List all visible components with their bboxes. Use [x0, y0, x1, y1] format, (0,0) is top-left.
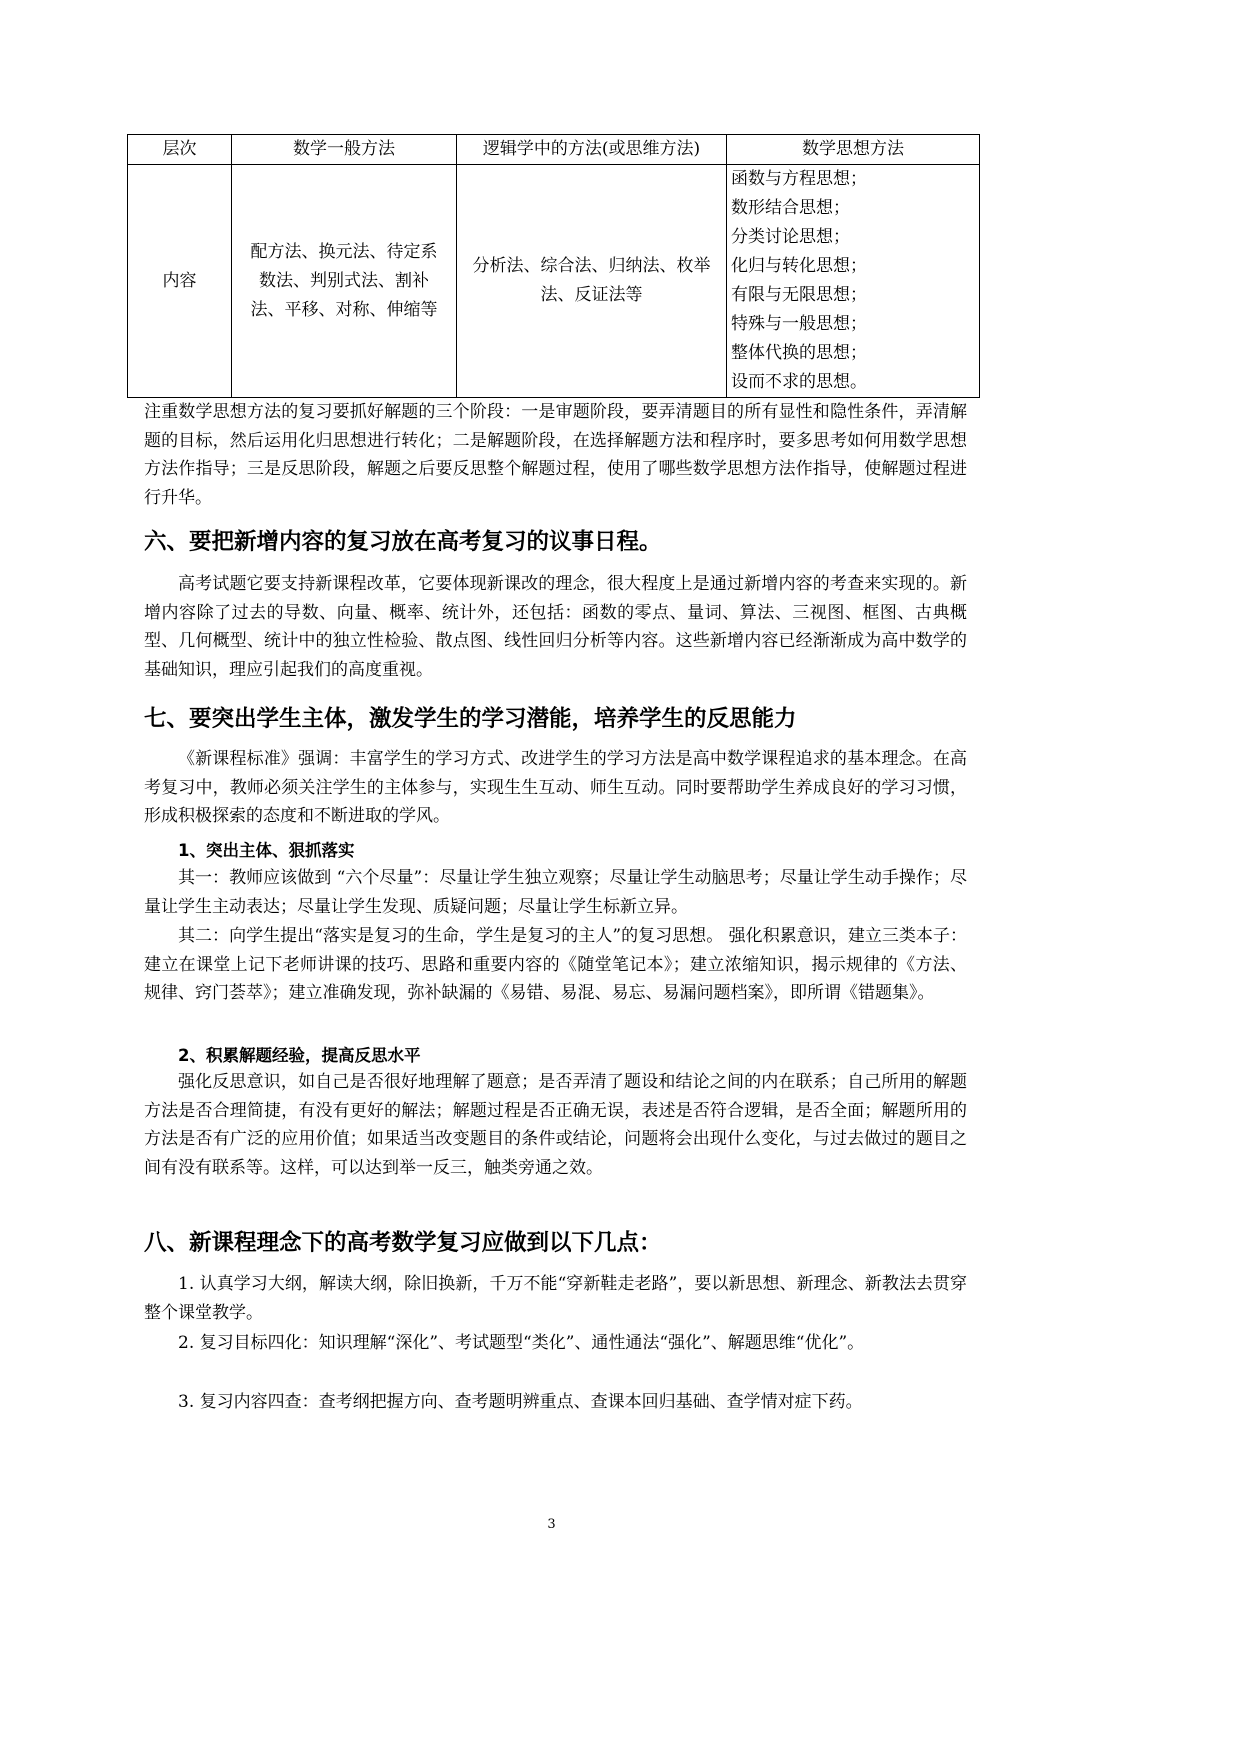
section-8-item-2: 2. 复习目标四化：知识理解“深化”、考试题型“类化”、通性通法“强化”、解题思维“优化”。	[178, 1333, 865, 1353]
thought-item: 函数与方程思想；	[731, 169, 867, 189]
page-number: 3	[547, 1517, 556, 1532]
table-cell-logic-methods: 分析法、综合法、归纳法、枚举法、反证法等	[457, 165, 727, 398]
section-6-paragraph: 高考试题它要支持新课程改革，它要体现新课改的理念，很大程度上是通过新增内容的考查来实现的。新增内容除了过去的导数、向量、概率、统计外，还包括：函数的零点、量词、算法、三视图、框图、古典概型、几何概型、统计中的独立性检验、散点图、线性回归分析等内容。这些新增内容已经渐渐成为高中数学的基础知识，理应引起我们的高度重视。	[144, 574, 967, 680]
section-7-sub1-paragraph-2: 其二：向学生提出“落实是复习的生命，学生是复习的主人”的复习思想。 强化积累意识，建立三类本子：建立在课堂上记下老师讲课的技巧、思路和重要内容的《随堂笔记本》；建立浓缩知识，揭示规律的《方法、规律、窍门荟萃》；建立准确发现，弥补缺漏的《易错、易混、易忘、易漏问题档案》，即所谓《错题集》。	[144, 926, 967, 1003]
section-6-heading: 六、要把新增内容的复习放在高考复习的议事日程。	[144, 529, 662, 555]
section-8-item-3: 3. 复习内容四查：查考纲把握方向、查考题明辨重点、查课本回归基础、查学情对症下药。	[178, 1392, 863, 1412]
table-header-row	[128, 135, 980, 165]
table-row	[128, 165, 980, 398]
table-cell-math-thoughts	[727, 165, 980, 398]
after-table-paragraph: 注重数学思想方法的复习要抓好解题的三个阶段：一是审题阶段，要弄清题目的所有显性和隐性条件，弄清解题的目标，然后运用化归思想进行转化；二是解题阶段，在选择解题方法和程序时，要多思考如何用数学思想方法作指导；三是反思阶段，解题之后要反思整个解题过程，使用了哪些数学思想方法作指导，使解题过程进行升华。	[144, 402, 967, 508]
section-7-intro: 《新课程标准》强调：丰富学生的学习方式、改进学生的学习方法是高中数学课程追求的基本理念。在高考复习中，教师必须关注学生的主体参与，实现生生互动、师生互动。同时要帮助学生养成良好的学习习惯，形成积极探索的态度和不断进取的学风。	[144, 749, 967, 826]
section-7-heading: 七、要突出学生主体，激发学生的学习潜能，培养学生的反思能力	[144, 706, 797, 732]
table-cell-general-methods: 配方法、换元法、待定系数法、判别式法、割补法、平移、对称、伸缩等	[232, 165, 457, 398]
section-8-heading: 八、新课程理念下的高考数学复习应做到以下几点：	[144, 1230, 662, 1256]
section-7-subheading-2: 2、积累解题经验，提高反思水平	[178, 1046, 421, 1065]
section-8-item-1: 1. 认真学习大纲，解读大纲，除旧换新，千万不能“穿新鞋走老路”，要以新思想、新理念、新教法去贯穿整个课堂教学。	[144, 1274, 967, 1323]
table-row-label: 内容	[128, 165, 232, 398]
section-7-subheading-1: 1、突出主体、狠抓落实	[178, 841, 355, 860]
section-7-sub2-paragraph: 强化反思意识，如自己是否很好地理解了题意；是否弄清了题设和结论之间的内在联系；自己所用的解题方法是否合理简捷，有没有更好的解法；解题过程是否正确无误，表述是否符合逻辑，是否全面；解题所用的方法是否有广泛的应用价值；如果适当改变题目的条件或结论，问题将会出现什么变化，与过去做过的题目之间有没有联系等。这样，可以达到举一反三，触类旁通之效。	[144, 1072, 967, 1178]
section-7-sub1-paragraph-1: 其一：教师应该做到 “六个尽量”：尽量让学生独立观察；尽量让学生动脑思考；尽量让学生动手操作；尽量让学生主动表达；尽量让学生发现、质疑问题；尽量让学生标新立异。	[144, 868, 967, 917]
thought-item: 数形结合思想；	[731, 198, 850, 218]
table-header-math-thoughts: 数学思想方法	[727, 135, 980, 165]
table-header-logic-methods: 逻辑学中的方法(或思维方法)	[457, 135, 727, 165]
thought-item: 化归与转化思想；	[731, 256, 867, 276]
thought-item: 整体代换的思想；	[731, 343, 867, 363]
thought-item: 特殊与一般思想；	[731, 314, 867, 334]
methods-table	[127, 134, 980, 398]
thought-item: 分类讨论思想；	[731, 227, 850, 247]
table-header-level: 层次	[128, 135, 232, 165]
thought-item: 有限与无限思想；	[731, 285, 867, 305]
table-header-general-methods: 数学一般方法	[232, 135, 457, 165]
thought-item: 设而不求的思想。	[731, 372, 867, 392]
